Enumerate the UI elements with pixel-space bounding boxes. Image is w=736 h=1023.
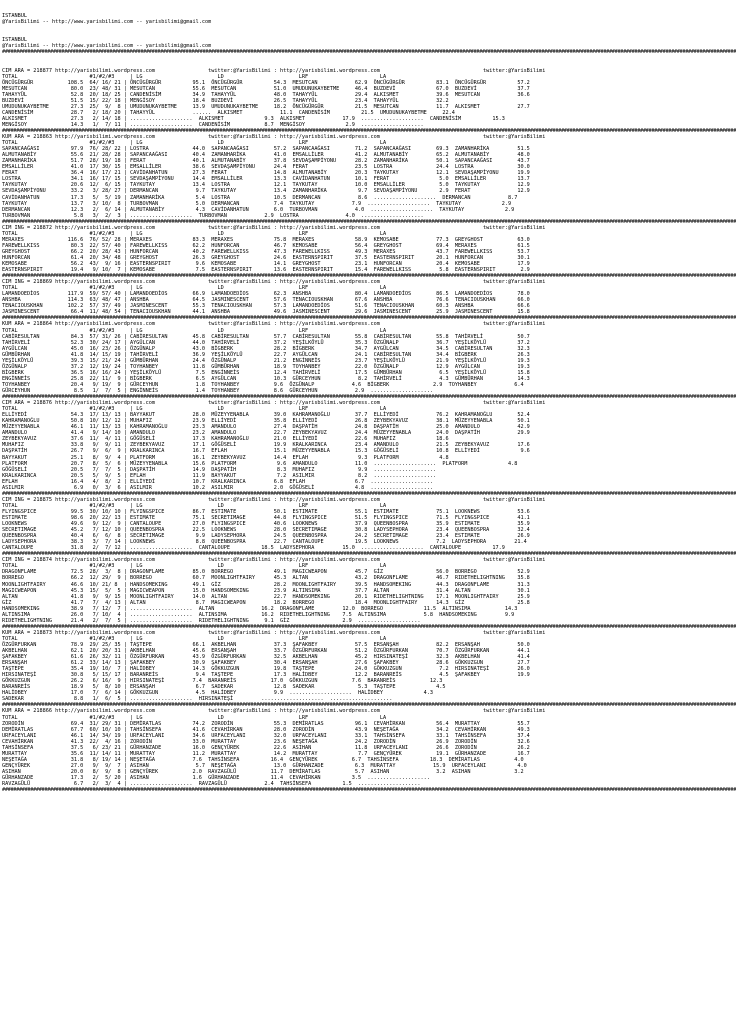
- result-row: UMUDUNUKAYBETME 27.3 25/ 9/ 8 | UMUDUNUKAYBETME 13.9 UMUDUNUKAYBETME 18.2 ÖNCÜGÜRGÜR 21.5 MESUTCAN 11.7 ALKISMET 27.7: [2, 103, 530, 110]
- result-row: BAYYAKUT 25.1 8/ 9/ 4 | PLATFORM 16.1 ZEYBEKYAVUZ 14.4 EFLAH 9.3 PLATFORM 4.8: [2, 454, 449, 461]
- header-line: @YarisBilimi -- http://www.yarisbilimi.com -- yarisbilimi@gmail.com: [2, 19, 212, 26]
- result-row: BORREGO 66.2 12/ 29/ 9 | BORREGO 60.7 MOONLIGHTFAIRY 45.3 ALTAN 43.2 DRAGONFLAME 46.7 RIDETHELIGHTNING 35.8: [2, 575, 530, 582]
- column-heads: TOTAL #1/#2/#3 | LG LD LRF LA: [2, 502, 387, 509]
- result-row: ALMUTANABİY 55.6 21/ 28/ 28 | SAPANCAAĞASI 40.4 ZAMANHARİKA 41.0 EMSALLİLER 41.2 ALMUTANABİY 65.2 ALMUTANABİY 48.0: [2, 152, 530, 159]
- document-header: [2, 13, 736, 56]
- race-header: KUM ARA = 218866 http://yarisbilimi.wordpress.com twitter:@YarisBilimi : http://yarisbilimi.wordpress.com twitter:@YarisBilimi: [2, 708, 546, 715]
- result-row: KAHRAMANOĞLU 50.8 10/ 12/ 12 | MUHAFIZ 23.9 ELLİYEDİ 35.8 ELLİYEDİ 26.8 ZEYBEKYAVUZ 38.1 MÜZEYYENABLA 50.1: [2, 418, 530, 425]
- result-row: ZAMANHARİKA 51.7 28/ 19/ 18 | FERAT 40.1 ALMUTANABİY 37.8 SEVDAŞAMPİYONU 28.2 ZAMANHARİKA 50.1 SAPANCAAĞASI 43.7: [2, 158, 530, 165]
- result-row: GÜRCEYHUN 8.5 1/ 7/ 5 | ENGİNNEİS 1.4 TOYHANBEY 8.6 GÜRCEYHUN 2.9 ....................: [2, 388, 433, 394]
- result-row: ASILMIR 6.9 0/ 3/ 6 | ASILMIR 10.2 ASILMIR 2.0 GÖĞÜSELİ 4.8 ....................: [2, 484, 433, 491]
- separator-line: ####################################################################################################################################################################################################################################################################: [2, 315, 736, 322]
- race-header: CIM ARA = 218876 http://yarisbilimi.wordpress.com twitter:@YarisBilimi : http://yarisbilimi.wordpress.com twitter:@YarisBilimi: [2, 400, 546, 407]
- result-row: LOOKNEWS 49.6 9/ 12/ 9 | CANTALOUPE 27.0 FLYINGSPICE 40.6 LOOKNEWS 37.9 QUEENBOSPRA 35.9 ESTIMATE 35.9: [2, 521, 530, 528]
- column-heads: TOTAL #1/#2/#3 | LG LD LRF LA: [2, 635, 387, 642]
- result-row: SADEKAR 8.8 1/ 6/ 5 | .................... HIRSINATEŞİ .................... ....................: [2, 696, 393, 703]
- result-row: FAREWELLKISS 80.3 22/ 57/ 40 | FAREWELLKISS 62.2 HUNFORCAN 46.7 KEMOSABE 56.4 GREYGHOST 69.4 MERAXES 61.5: [2, 242, 530, 249]
- result-row: GREYGHOST 66.2 20/ 28/ 43 | HUNFORCAN 40.2 FAREWELLKISS 47.3 FAREWELLKISS 49.3 MERAXES 43.7 FAREWELLKISS 53.7: [2, 248, 530, 255]
- result-row: URFACEYLANI 46.1 14/ 34/ 19 | URFACEYLANI 34.6 URFACEYLANI 32.0 URFACEYLANI 33.1 TAHSİNSEFA 33.1 TAHSİNSEFA 37.4: [2, 732, 530, 739]
- result-row: HALİDBEY 17.0 7/ 6/ 14 | GÖKKUZGUN 4.5 HALİDBEY 9.9 .................... HALİDBEY 4.3: [2, 690, 433, 697]
- result-row: GÖĞÜSELİ 20.5 7/ 7/ 5 | DAŞPATİH 14.9 DAŞPATİH 8.3 MUHAFIZ 9.9 ....................: [2, 466, 437, 473]
- separator-line: ####################################################################################################################################################################################################################################################################: [2, 490, 736, 497]
- result-row: ÖNCÜGÜRGÜR 108.5 64/ 16/ 21 | ÖNCÜGÜRGÜR 95.1 ÖNCÜGÜRGÜR 54.3 MESUTCAN 62.9 ÖNCÜGÜRGÜR 83.1 ÖNCÜGÜRGÜR 57.2: [2, 79, 530, 86]
- result-row: MAGICWEAPON 45.3 15/ 5/ 5 | MAGICWEAPON 15.0 HANDSOMEKING 23.9 ALTINSIMA 37.7 ALTAN 31.4 ALTAN 30.1: [2, 587, 530, 594]
- result-row: GÜMBÜRHAN 41.8 14/ 15/ 19 | TAHİRVELİ 36.9 YEŞİLKÖYLÜ 22.7 AYGÜLCAN 24.1 CABİRESULTAN 34.4 BİGBERK 26.3: [2, 351, 530, 358]
- result-row: MURATTAY 35.6 11/ 14/ 11 | MURATTAY 11.2 MURATTAY 14.2 MURATTAY 7.7 GENÇYÜREK 19.1 GÜRHANZADE 16.7: [2, 750, 530, 757]
- separator-line: ####################################################################################################################################################################################################################################################################: [2, 623, 736, 630]
- result-row: TAŞTEPE 35.4 19/ 10/ 7 | HALİDBEY 14.3 GÖKKUZGUN 19.8 TAŞTEPE 24.0 GÖKKUZGUN 7.2 HIRSINATEŞİ 26.0: [2, 666, 530, 673]
- race-header: CIM ING = 218875 http://yarisbilimi.wordpress.com twitter:@YarisBilimi : http://yarisbilimi.wordpress.com twitter:@YarisBilimi: [2, 496, 546, 503]
- result-row: MUHAFIZ 33.8 9/ 9/ 11 | ZEYBEKYAVUZ 17.1 GÖĞÜSELİ 19.9 KRALKARINCA 23.4 AMANDULO 21.5 ZEYBEKYAVUZ 17.6: [2, 442, 530, 449]
- result-row: ÖZGÜRFURKAN 78.9 29/ 25/ 35 | TAŞTEPE 66.1 AKBELHAN 37.3 ŞAFAKBEY 57.5 ERSANŞAH 82.2 ERSANŞAH 50.0: [2, 641, 530, 648]
- result-row: QUEENBOSPRA 40.4 6/ 6/ 8 | SECRETIMAGE 9.9 LADYSEPHORA 24.5 QUEENBOSPRA 24.2 SECRETIMAGE 23.4 ESTIMATE 26.9: [2, 533, 530, 540]
- result-row: MENGİSOY 14.3 1/ 7/ 11 | .................... CANDENİSİM 8.7 MENGİSOY 2.9 ....................: [2, 121, 424, 128]
- separator-line: ####################################################################################################################################################################################################################################################################: [2, 127, 736, 134]
- result-row: ŞAFAKBEY 61.6 26/ 32/ 11 | ÖZGÜRFURKAN 43.9 ÖZGÜRFURKAN 32.5 AKBELHAN 45.2 HIRSINATEŞİ 32.3 AKBELHAN 41.4: [2, 654, 530, 661]
- result-row: SAPANCAAĞASI 97.9 76/ 28/ 22 | LOSTRA 44.0 SAPANCAAĞASI 57.2 SAPANCAAĞASI 71.2 SAPANCAAĞASI 69.3 ZAMANHARİKA 51.5: [2, 146, 530, 153]
- result-row: CABİRESULTAN 84.3 57/ 31/ 26 | CABİRESULTAN 45.8 CABİRESULTAN 57.7 CABİRESULTAN 55.8 CABİRESULTAN 55.8 TAHİRVELİ 50.7: [2, 333, 530, 340]
- result-row: GENÇYÜREK 27.0 9/ 9/ 7 | ASIHAN 5.7 NEŞETAĞA 13.0 GÜRHANZADE 6.3 MURATTAY 15.9 URFACEYLANI 4.0: [2, 762, 527, 769]
- result-row: TAYKUTAY 20.6 12/ 6/ 15 | TAYKUTAY 13.4 LOSTRA 12.1 TAYKUTAY 10.0 EMSALLİLER 5.0 TAYKUTAY 12.9: [2, 182, 530, 189]
- race-header: CIM ING = 218872 http://yarisbilimi.wordpress.com twitter:@YarisBilimi : http://yarisbilimi.wordpress.com twitter:@YarisBilimi: [2, 224, 546, 231]
- race-header: CIM ING = 218874 http://yarisbilimi.wordpress.com twitter:@YarisBilimi : http://yarisbilimi.wordpress.com twitter:@YarisBilimi: [2, 557, 546, 564]
- header-line: @YarisBilimi -- http://www.yarisbilimi.com -- yarisbilimi@gmail.com: [2, 43, 212, 50]
- result-row: MOONLIGHTFAIRY 46.6 10/ 21/ 8 | HANDSOMEKING 49.1 GİZ 28.2 MOONLIGHTFAIRY 39.5 HANDSOMEKING 44.3 DRAGONFLAME 31.3: [2, 581, 530, 588]
- result-row: ELLİYEDİ 54.3 17/ 13/ 13 | BAYYAKUT 28.0 MÜZEYYENABLA 39.0 KAHRAMANOĞLU 37.7 ELLİYEDİ 76.2 KAHRAMANOĞLU 52.4: [2, 412, 530, 419]
- column-heads: TOTAL #1/#2/#3 | LG LD LRF LA: [2, 563, 387, 570]
- result-row: TAHSİNSEFA 37.5 6/ 23/ 21 | GÜRHANZADE 16.0 GENÇYÜREK 22.6 ASIHAN 11.8 URFACEYLANI 26.6 ZORODİN 26.2: [2, 744, 530, 751]
- result-row: BİGBERK 36.5 16/ 16/ 24 | YEŞİLKÖYLÜ 7.5 ENGİNNEİS 12.4 TAHİRVELİ 17.5 GÜMBÜRHAN 6.5 YEŞİLKÖYLÜ 15.8: [2, 369, 530, 376]
- result-row: KRALKARINCA 20.5 5/ 9/ 5 | EFLAH 11.9 BAYYAKUT 7.2 ASILMIR 8.2 ....................: [2, 472, 437, 479]
- result-row: RIDETHELIGHTNING 21.4 2/ 7/ 5 | .................... RIDETHELIGHTNING 9.1 GİZ 2.9 ....................: [2, 617, 421, 624]
- result-row: DRAGONFLAME 72.5 28/ 3/ 8 | DRAGONFLAME 85.0 BORREGO 49.1 MAGICWEAPON 45.7 GİZ 56.0 BORREGO 52.9: [2, 569, 530, 576]
- result-row: MÜZEYYENABLA 46.1 11/ 13/ 13 | KAHRAMANOĞLU 23.3 AMANDULO 27.4 DAŞPATİH 24.8 DAŞPATİH 25.0 AMANDULO 42.9: [2, 424, 530, 431]
- result-row: BUZDEVİ 51.5 15/ 22/ 18 | MENGİSOY 18.4 BUZDEVİ 26.5 TAHAYYÜL 23.4 TAHAYYÜL 32.2: [2, 97, 449, 104]
- result-row: ZEYBEKYAVUZ 37.6 11/ 4/ 11 | GÖĞÜSELİ 17.3 KAHRAMANOĞLU 21.0 ELLİYEDİ 22.6 MUHAFIZ 18.6: [2, 436, 449, 443]
- result-row: TAHİRVELİ 52.3 30/ 24/ 17 | AYGÜLCAN 44.0 TAHİRVELİ 37.2 YEŞİLKÖYLÜ 35.3 ÖZGÜNALP 36.7 YEŞİLKÖYLÜ 37.2: [2, 339, 530, 346]
- result-row: CANTALOUPE 31.8 2/ 7/ 12 | .................... CANTALOUPE 18.5 LADYSEPHORA 15.0 .................... CANTALOUPE 17.9: [2, 545, 505, 552]
- race-listing: [2, 67, 736, 794]
- result-row: JASMINESCENT 66.4 11/ 48/ 54 | TENACIOUSKHAN 44.1 ANSHBA 49.6 JASMINESCENT 29.6 JASMINESCENT 25.9 JASMINESCENT 15.8: [2, 309, 530, 316]
- result-row: ALKISMET 27.3 2/ 14/ 18 | .................... ALKISMET 9.3 ALKISMET 17.9 .................... CANDENİSİM 15.3: [2, 115, 505, 122]
- column-heads: TOTAL #1/#2/#3 | LG LD LRF LA: [2, 230, 387, 237]
- race-header: KUM ARA = 218873 http://yarisbilimi.wordpress.com twitter:@YarisBilimi : http://yarisbilimi.wordpress.com twitter:@YarisBilimi: [2, 629, 546, 636]
- result-row: DERMANCAN 12.3 2/ 6/ 14 | ALMUTANABİY 4.3 CAVİDANHATUN 6.0 TURBOVMAN 4.0 .................... TAYKUTAY 2.9: [2, 206, 515, 213]
- result-row: HIRSINATEŞİ 30.8 5/ 15/ 17 | BARANREİS 9.4 TAŞTEPE 17.3 HALİDBEY 12.2 BARANREİS 4.5 ŞAFAKBEY 19.9: [2, 672, 530, 679]
- result-row: ENGİNNEİS 25.8 22/ 11/ 9 | BİGBERK 6.5 AYGÜLCAN 10.3 GÜRCEYHUN 8.2 TAHİRVELİ 4.3 GÜMBÜRHAN 14.3: [2, 375, 530, 382]
- result-row: LOSTRA 34.1 16/ 17/ 15 | SEVDAŞAMPİYONU 14.4 EMSALLİLER 13.3 CAVİDANHATUN 10.1 FERAT 5.0 EMSALLİLER 13.7: [2, 176, 530, 183]
- result-row: AYGÜLCAN 45.0 16/ 23/ 26 | ÖZGÜNALP 43.0 BİGBERK 28.2 BİGBERK 34.7 AYGÜLCAN 34.5 CABİRESULTAN 32.3: [2, 345, 530, 352]
- result-row: AKBELHAN 62.1 20/ 20/ 31 | AKBELHAN 45.6 ERSANŞAH 33.7 ÖZGÜRFURKAN 51.2 ÖZGÜRFURKAN 70.7 ÖZGÜRFURKAN 44.1: [2, 648, 530, 655]
- result-row: TOYHANBEY 20.4 9/ 19/ 9 | GÜRCEYHUN 1.8 TOYHANBEY 9.6 ÖZGÜNALP 4.6 BİGBERK 2.9 TOYHANBEY 6.4: [2, 381, 524, 388]
- result-row: ALTAN 41.8 9/ 9/ 15 | MOONLIGHTFAIRY 14.0 ALTAN 22.7 HANDSOMEKING 20.1 RIDETHELIGHTNING 17.1 MOONLIGHTFAIRY 25.9: [2, 593, 530, 600]
- result-row: ERSANŞAH 61.2 33/ 14/ 13 | ŞAFAKBEY 30.9 ŞAFAKBEY 30.4 ERSANŞAH 27.6 ŞAFAKBEY 28.6 GÖKKUZGUN 27.7: [2, 660, 530, 667]
- separator-line: ####################################################################################################################################################################################################################################################################: [2, 787, 736, 794]
- result-row: KEMOSABE 56.2 43/ 9/ 16 | EASTERNSPIRIT 9.6 KEMOSABE 14.1 GREYGHOST 23.1 HUNFORCAN 20.4 KEMOSABE 17.9: [2, 261, 530, 268]
- result-row: HUNFORCAN 61.4 20/ 34/ 48 | GREYGHOST 26.3 GREYGHOST 24.6 EASTERNSPIRIT 37.5 EASTERNSPIRIT 20.1 HUNFORCAN 30.1: [2, 254, 530, 261]
- header-line: ISTANBUL: [2, 37, 27, 44]
- column-heads: TOTAL #1/#2/#3 | LG LD LRF LA: [2, 285, 387, 292]
- result-row: ESTIMATE 98.6 20/ 22/ 13 | ESTIMATE 75.1 SECRETIMAGE 44.8 FLYINGSPICE 51.5 FLYINGSPICE 71.5 FLYINGSPICE 41.1: [2, 514, 530, 521]
- result-row: YEŞİLKÖYLÜ 39.3 15/ 21/ 24 | GÜMBÜRHAN 24.4 ÖZGÜNALP 21.2 ENGİNNEİS 23.7 YEŞİLKÖYLÜ 21.9 YEŞİLKÖYLÜ 19.3: [2, 357, 530, 364]
- result-row: CAVİDANHATUN 17.3 5/ 5/ 19 | ZAMANHARİKA 5.4 LOSTRA 10.5 DERMANCAN 8.6 .................... DERMANCAN 8.7: [2, 194, 518, 201]
- result-row: TURBOVMAN 5.8 3/ 2/ 3 | .................... TURBOVMAN 2.9 LOSTRA 4.0 ....................: [2, 212, 424, 219]
- column-heads: TOTAL #1/#2/#3 | LG LD LRF LA: [2, 73, 387, 80]
- result-row: ÖZGÜNALP 37.2 12/ 19/ 24 | TOYHANBEY 11.8 GÜMBÜRHAN 18.9 TOYHANBEY 22.0 ÖZGÜNALP 12.9 AYGÜLCAN 19.3: [2, 363, 530, 370]
- result-row: ALTINSIMA 26.0 7/ 10/ 4 | .................... ALTINSIMA 16.2 RIDETHELIGHTNING 7.5 ALTINSIMA 5.8 HANDSOMEKING 9.9: [2, 611, 515, 618]
- column-heads: TOTAL #1/#2/#3 | LG LD LRF LA: [2, 327, 387, 334]
- result-row: FERAT 36.4 16/ 17/ 21 | CAVİDANHATUN 27.3 FERAT 14.8 ALMUTANABİY 20.3 TAYKUTAY 12.1 SEVDAŞAMPİYONU 19.9: [2, 170, 530, 177]
- separator-line: ####################################################################################################################################################################################################################################################################: [2, 394, 736, 401]
- result-row: BARANREİS 18.9 5/ 8/ 10 | ERSANŞAH 6.7 SADEKAR 12.8 SADEKAR 5.3 TAŞTEPE 4.5: [2, 684, 446, 691]
- race-header: KUM ARA = 218864 http://yarisbilimi.wordpress.com twitter:@YarisBilimi : http://yarisbilimi.wordpress.com twitter:@YarisBilimi: [2, 321, 546, 328]
- result-row: HANDSOMEKING 38.9 7/ 12/ 7 | .................... ALTAN 16.2 DRAGONFLAME 12.0 BORREGO 11.5 ALTINSIMA 14.3: [2, 605, 518, 612]
- result-row: EMSALLİLER 41.0 17/ 30/ 15 | EMSALLİLER 38.6 SEVDAŞAMPİYONU 24.4 FERAT 23.5 LOSTRA 24.4 LOSTRA 30.0: [2, 164, 530, 171]
- result-row: LAMANDOEDİOS 117.9 59/ 57/ 40 | LAMANDOEDİOS 66.9 LAMANDOEDİOS 62.3 ANSHBA 80.4 LAMANDOEDİOS 86.5 LAMANDOEDİOS 78.0: [2, 291, 530, 298]
- separator-line: ####################################################################################################################################################################################################################################################################: [2, 551, 736, 558]
- result-row: EFLAH 16.4 4/ 8/ 2 | ELLİYEDİ 10.7 KRALKARINCA 6.8 EFLAH 6.7 ....................: [2, 478, 433, 485]
- result-row: AMANDULO 41.4 9/ 14/ 10 | AMANDULO 23.2 AMANDULO 22.7 ZEYBEKYAVUZ 24.4 MÜZEYYENABLA 24.0 DAŞPATİH 29.9: [2, 430, 530, 437]
- race-header: CIM ING = 218869 http://yarisbilimi.wordpress.com twitter:@YarisBilimi : http://yarisbilimi.wordpress.com twitter:@YarisBilimi: [2, 279, 546, 286]
- result-row: EASTERNSPIRIT 19.4 9/ 10/ 7 | KEMOSABE 7.5 EASTERNSPIRIT 13.6 EASTERNSPIRIT 15.4 FAREWELLKISS 5.8 EASTERNSPIRIT 2.9: [2, 267, 530, 274]
- result-row: MESUTCAN 80.0 23/ 48/ 31 | MESUTCAN 55.6 MESUTCAN 51.0 UMUDUNUKAYBETME 46.4 BUZDEVİ 67.0 BUZDEVİ 37.7: [2, 85, 530, 92]
- result-row: FLYINGSPICE 99.5 30/ 10/ 10 | FLYINGSPICE 86.7 ESTIMATE 50.1 ESTIMATE 55.1 ESTIMATE 75.1 LOOKNEWS 53.6: [2, 508, 530, 515]
- result-row: TAHAYYÜL 52.8 20/ 18/ 25 | CANDENİSİM 34.9 TAHAYYÜL 48.0 TAHAYYÜL 29.4 ALKISMET 39.6 MESUTCAN 36.6: [2, 91, 530, 98]
- result-row: GÜRHANZADE 17.3 2/ 5/ 20 | ASIHAN 1.6 GÜRHANZADE 11.4 CEVAHİRKAN 3.5 ....................: [2, 775, 430, 781]
- result-row: GİZ 41.7 7/ 4/ 13 | ALTAN 8.7 MAGICWEAPON 18.2 BORREGO 18.4 MOONLIGHTFAIRY 14.3 GİZ 25.8: [2, 599, 530, 606]
- result-row: TENACIOUSKHAN 102.2 57/ 37/ 49 | JASMINESCENT 55.3 TENACIOUSKHAN 57.3 LAMANDOEDİOS 51.6 TENACIOUSKHAN 60.3 ANSHBA 66.6: [2, 303, 530, 310]
- result-row: MERAXES 116.6 76/ 52/ 28 | MERAXES 83.3 MERAXES 75.8 MERAXES 58.9 KEMOSABE 77.3 GREYGHOST 63.0: [2, 236, 530, 243]
- result-row: RAVZAGÜLÜ 6.7 2/ 3/ 4 | .................... RAVZAGÜLÜ 2.4 TAHSİNSEFA 1.5 ....................: [2, 781, 421, 788]
- result-row: GÖKKUZGUN 26.2 6/ 16/ 9 | HIRSINATEŞİ 7.4 BARANREİS 17.0 GÖKKUZGUN 7.6 BARANREİS 12.3: [2, 678, 443, 685]
- result-row: ZORODİN 69.4 31/ 29/ 31 | DEMİRATLAS 74.2 ZORODİN 55.3 DEMİRATLAS 96.1 CEVAHİRKAN 56.4 MURATTAY 55.7: [2, 720, 530, 727]
- result-row: TAYKUTAY 13.7 3/ 10/ 8 | TURBOVMAN 5.0 DERMANCAN 7.4 TAYKUTAY 7.9 .................... TAYKUTAY 2.9: [2, 200, 512, 207]
- separator-line: ####################################################################################################################################################################################################################################################################: [2, 218, 736, 225]
- result-row: DAŞPATİH 26.7 9/ 6/ 9 | KRALKARINCA 16.7 EFLAH 15.1 MÜZEYYENABLA 15.3 GÖĞÜSELİ 10.8 ELLİYEDİ 9.6: [2, 448, 530, 455]
- result-row: CANDENİSİM 28.7 2/ 18/ 20 | TAHAYYÜL ...... ALKISMET 11.1 CANDENİSİM 21.5 UMUDUNUKAYBETME 22.4: [2, 109, 455, 116]
- result-row: PLATFORM 20.7 8/ 5/ 6 | MÜZEYYENABLA 15.6 PLATFORM 9.6 AMANDULO 11.0 .................... PLATFORM 4.8: [2, 460, 518, 467]
- separator-line: ####################################################################################################################################################################################################################################################################: [2, 702, 736, 709]
- result-row: SECRETIMAGE 45.2 7/ 12/ 10 | QUEENBOSPRA 22.5 LOOKNEWS 28.0 SECRETIMAGE 30.8 LADYSEPHORA 23.4 QUEENBOSPRA 32.4: [2, 527, 530, 534]
- header-line: ISTANBUL: [2, 13, 27, 20]
- result-row: ASIHAN 20.0 8/ 9/ 8 | GENÇYÜREK 2.0 RAVZAGÜLÜ 11.7 DEMİRATLAS 5.7 ASIHAN 3.2 ASIHAN 3.2: [2, 768, 524, 775]
- result-row: DEMİRATLAS 67.7 60/ 10/ 10 | TAHSİNSEFA 41.6 CEVAHİRKAN 28.0 ZORODİN 43.9 NEŞETAĞA 34.2 CEVAHİRKAN 49.3: [2, 726, 530, 733]
- race-header: KUM ARA = 218863 http://yarisbilimi.wordpress.com twitter:@YarisBilimi : http://yarisbilimi.wordpress.com twitter:@YarisBilimi: [2, 134, 546, 141]
- column-heads: TOTAL #1/#2/#3 | LG LD LRF LA: [2, 140, 387, 147]
- race-header: CIM ARA = 218877 http://yarisbilimi.wordpress.com twitter:@YarisBilimi : http://yarisbilimi.wordpress.com twitter:@YarisBilimi: [2, 67, 546, 74]
- result-row: ANSHBA 114.3 63/ 48/ 47 | ANSHBA 64.5 JASMINESCENT 57.6 TENACIOUSKHAN 67.6 ANSHBA 76.6 TENACIOUSKHAN 66.0: [2, 297, 530, 304]
- column-heads: TOTAL #1/#2/#3 | LG LD LRF LA: [2, 714, 387, 721]
- result-row: CEVAHİRKAN 41.3 22/ 4/ 16 | ZORODİN 33.0 MURATTAY 23.6 NEŞETAĞA 24.2 ZORODİN 26.9 ZORODİN 32.6: [2, 738, 530, 745]
- column-heads: TOTAL #1/#2/#3 | LG LD LRF LA: [2, 406, 387, 413]
- result-row: LADYSEPHORA 38.3 3/ 7/ 14 | LOOKNEWS 8.8 QUEENBOSPRA 22.7 CANTALOUPE 19.5 LOOKNEWS 7.2 LADYSEPHORA 21.4: [2, 539, 527, 546]
- separator-line: ####################################################################################################################################################################################################################################################################: [2, 273, 736, 280]
- result-row: NEŞETAĞA 31.8 8/ 19/ 14 | NEŞETAĞA 7.6 TAHSİNSEFA 16.4 GENÇYÜREK 6.7 TAHSİNSEFA 18.3 DEMİRATLAS 4.0: [2, 756, 524, 763]
- result-row: SEVDAŞAMPİYONU 33.2 3/ 28/ 27 | DERMANCAN 9.7 TAYKUTAY 13.4 ZAMANHARİKA 9.7 SEVDAŞAMPİYONU 2.9 FERAT 12.9: [2, 188, 530, 195]
- separator-line: ####################################################################################################################################################################################################################################################################: [2, 49, 736, 56]
